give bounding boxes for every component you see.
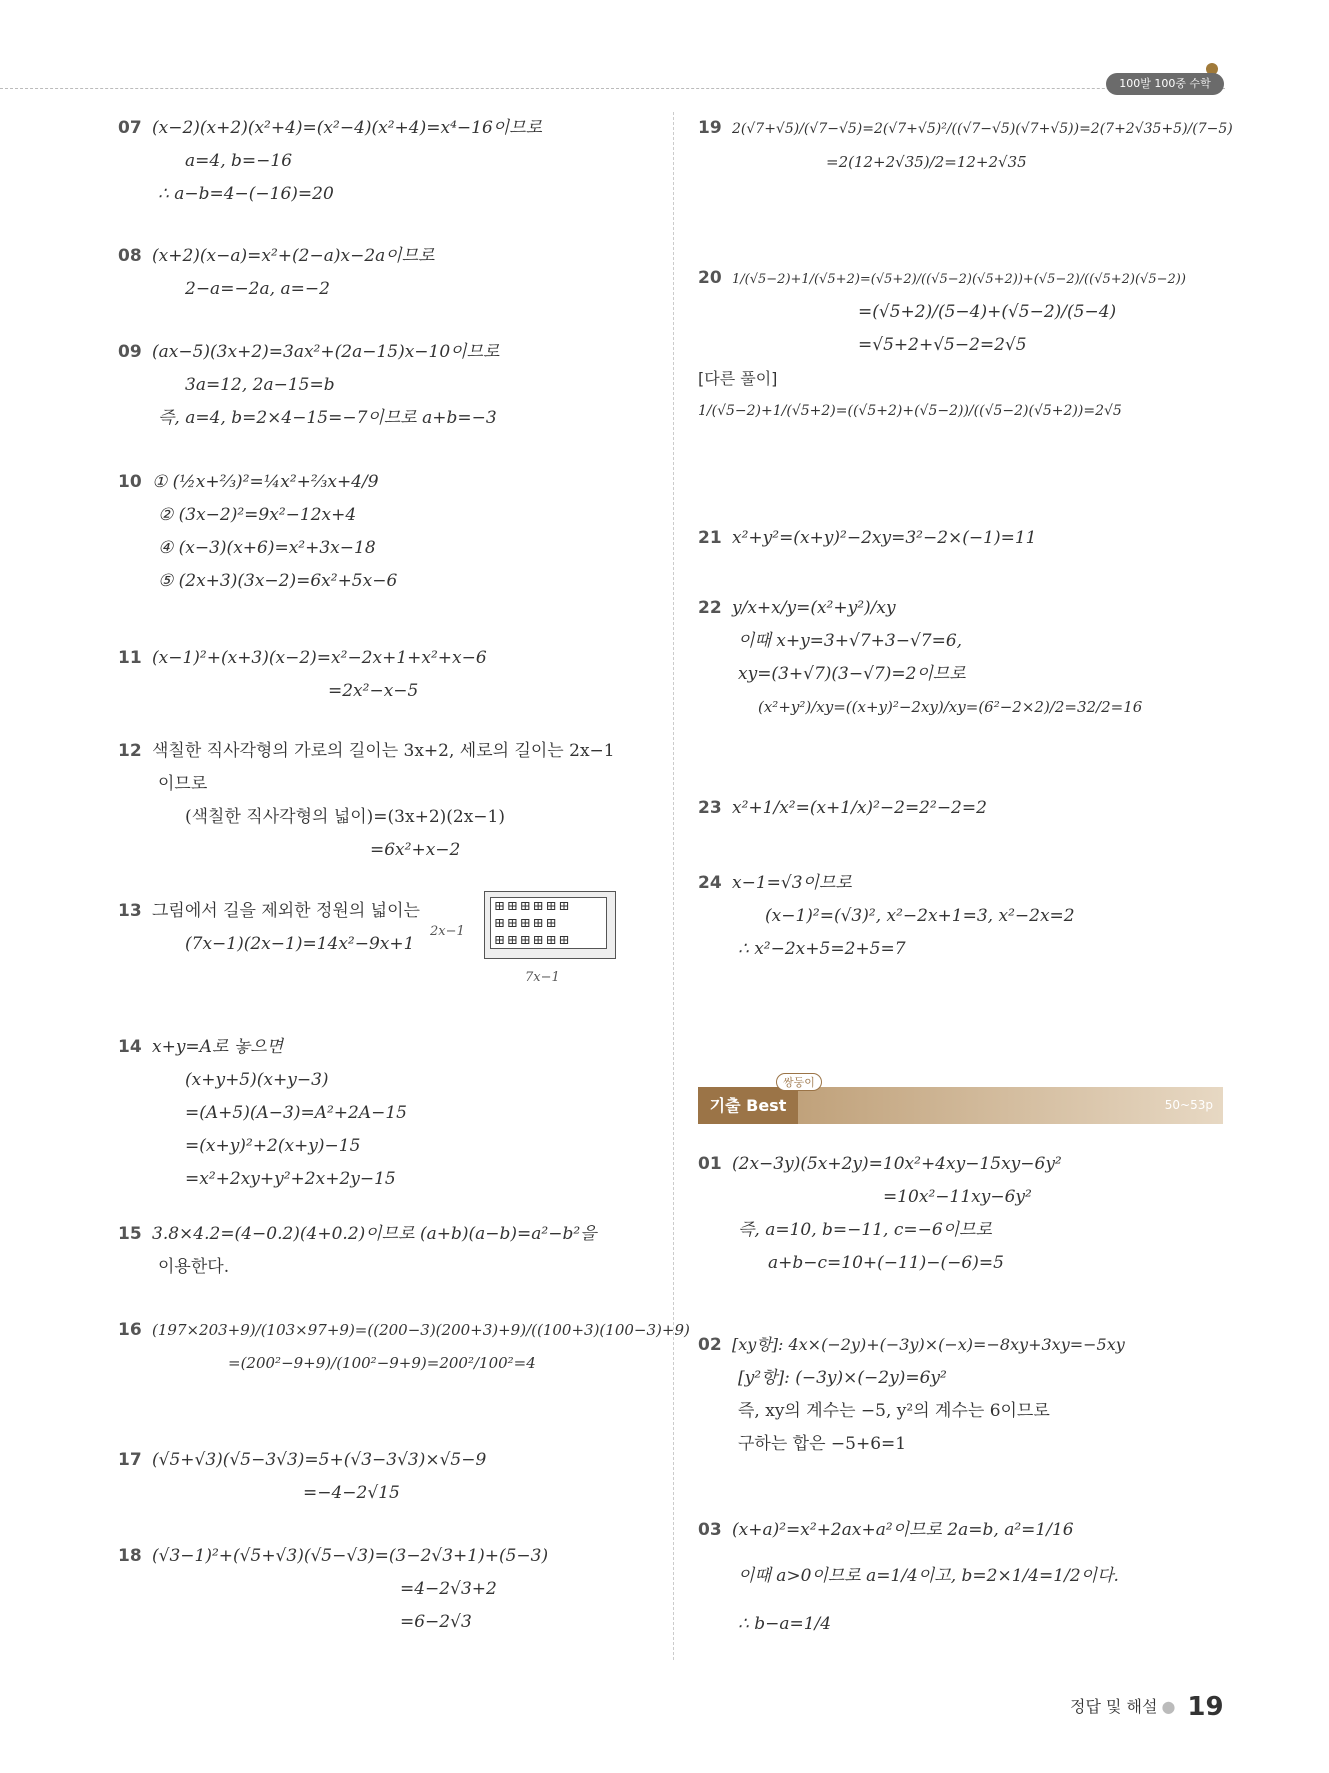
line: ∴ x²−2x+5=2+5=7 bbox=[738, 939, 906, 959]
garden-width-label: 7x−1 bbox=[525, 970, 560, 985]
garden-flowerbed: ⊞⊞⊞⊞⊞⊞ ⊞⊞⊞⊞⊞ ⊞⊞⊞⊞⊞⊞ bbox=[490, 897, 607, 949]
problem-11: 11 (x−1)²+(x+3)(x−2)=x²−2x+1+x²+x−6 =2x²−x−5 bbox=[118, 642, 658, 735]
problem-07: 07 (x−2)(x+2)(x²+4)=(x²−4)(x²+4)=x⁴−16이므로 a=4, b=−16 ∴ a−b=4−(−16)=20 bbox=[118, 112, 658, 240]
problem-10: 10 ① (½x+⅔)²=¼x²+⅔x+4/9 ② (3x−2)²=9x²−12x+4 ④ (x−3)(x+6)=x²+3x−18 ⑤ (2x+3)(3x−2)=6x²+5x−6 bbox=[118, 466, 658, 642]
problem-08: 08 (x+2)(x−a)=x²+(2−a)x−2a이므로 2−a=−2a, a=−2 bbox=[118, 240, 658, 336]
section-pages: 50~53p bbox=[1164, 1098, 1213, 1112]
section-banner bbox=[698, 1076, 1223, 1124]
problem-16: 16 (197×203+9)/(103×97+9)=((200−3)(200+3)+9)/((100+3)(100−3)+9) =(200²−9+9)/(100²−9+9)=200²/100²=4 bbox=[118, 1314, 658, 1444]
line: 1/(√5−2)+1/(√5+2)=(√5+2)/((√5−2)(√5+2))+(√5−2)/((√5+2)(√5−2)) bbox=[732, 272, 1186, 287]
right-column-lower bbox=[698, 1148, 1238, 1668]
problem-23: 23 x²+1/x²=(x+1/x)²−2=2²−2=2 bbox=[698, 798, 987, 818]
header-rule bbox=[0, 88, 1225, 89]
line: =6x²+x−2 bbox=[370, 840, 461, 860]
line: 그림에서 길을 제외한 정원의 넓이는 bbox=[152, 901, 420, 921]
page-footer bbox=[1070, 1692, 1224, 1722]
problem-17: 17 (√5+√3)(√5−3√3)=5+(√3−3√3)×√5−9 =−4−2√15 bbox=[118, 1444, 658, 1540]
line: 이므로 bbox=[158, 774, 208, 794]
garden-diagram bbox=[430, 889, 630, 985]
problem-14: 14 x+y=A로 놓으면 (x+y+5)(x+y−3) =(A+5)(A−3)=A²+2A−15 =(x+y)²+2(x+y)−15 =x²+2xy+y²+2x+2y−15 bbox=[118, 1031, 658, 1218]
line: x²+1/x²=(x+1/x)²−2=2²−2=2 bbox=[732, 798, 987, 818]
line: =(A+5)(A−3)=A²+2A−15 bbox=[185, 1103, 407, 1123]
line: (x+2)(x−a)=x²+(2−a)x−2a이므로 bbox=[152, 246, 435, 266]
line: 이때 x+y=3+√7+3−√7=6, bbox=[738, 631, 963, 651]
line: (7x−1)(2x−1)=14x²−9x+1 bbox=[185, 934, 415, 954]
line: [xy항]: 4x×(−2y)+(−3y)×(−x)=−8xy+3xy=−5xy bbox=[732, 1335, 1125, 1354]
line: ① (½x+⅔)²=¼x²+⅔x+4/9 bbox=[152, 472, 379, 492]
line: =−4−2√15 bbox=[303, 1483, 400, 1503]
line: (x+a)²=x²+2ax+a²이므로 2a=b, a²=1/16 bbox=[732, 1520, 1074, 1540]
line: 구하는 합은 −5+6=1 bbox=[738, 1434, 907, 1454]
left-column bbox=[118, 112, 690, 1650]
line: =6−2√3 bbox=[400, 1612, 472, 1632]
footer-separator-icon: ● bbox=[1161, 1697, 1176, 1716]
line: 이용한다. bbox=[158, 1257, 230, 1277]
line: ∴ a−b=4−(−16)=20 bbox=[158, 184, 334, 204]
line: (√3−1)²+(√5+√3)(√5−√3)=(3−2√3+1)+(5−3) bbox=[152, 1546, 549, 1566]
line: (2x−3y)(5x+2y)=10x²+4xy−15xy−6y² bbox=[732, 1154, 1062, 1174]
line: x+y=A로 놓으면 bbox=[152, 1037, 284, 1057]
line: =√5+2+√5−2=2√5 bbox=[858, 335, 1027, 355]
line: 3.8×4.2=(4−0.2)(4+0.2)이므로 (a+b)(a−b)=a²−b²을 bbox=[152, 1224, 597, 1244]
line: (색칠한 직사각형의 넓이)=(3x+2)(2x−1) bbox=[185, 807, 505, 827]
line: x−1=√3이므로 bbox=[732, 873, 852, 893]
line: 즉, a=4, b=2×4−15=−7이므로 a+b=−3 bbox=[158, 408, 497, 428]
best-problem-02: 02 [xy항]: 4x×(−2y)+(−3y)×(−x)=−8xy+3xy=−5xy [y²항]: (−3y)×(−2y)=6y² 즉, xy의 계수는 −5, y²의 계수는 6이므로 구하는 합은 −5+6=1 bbox=[698, 1328, 1238, 1508]
line: (x−1)²=(√3)², x²−2x+1=3, x²−2x=2 bbox=[765, 906, 1075, 926]
line: 2−a=−2a, a=−2 bbox=[185, 279, 330, 299]
problem-24: 24 x−1=√3이므로 (x−1)²=(√3)², x²−2x+1=3, x²−2x=2 ∴ x²−2x+5=2+5=7 bbox=[698, 867, 1228, 977]
line: ② (3x−2)²=9x²−12x+4 bbox=[158, 505, 357, 525]
line: xy=(3+√7)(3−√7)=2이므로 bbox=[738, 664, 966, 684]
garden-height-label: 2x−1 bbox=[430, 924, 465, 939]
line: ∴ b−a=1/4 bbox=[738, 1614, 832, 1634]
line: (x²+y²)/xy=((x+y)²−2xy)/xy=(6²−2×2)/2=32/2=16 bbox=[758, 698, 1143, 716]
page-number: 19 bbox=[1187, 1692, 1224, 1722]
line: =(√5+2)/(5−4)+(√5−2)/(5−4) bbox=[858, 302, 1117, 322]
line: ⑤ (2x+3)(3x−2)=6x²+5x−6 bbox=[158, 571, 398, 591]
line: a=4, b=−16 bbox=[185, 151, 293, 171]
line: y/x+x/y=(x²+y²)/xy bbox=[732, 598, 896, 618]
problem-15: 15 3.8×4.2=(4−0.2)(4+0.2)이므로 (a+b)(a−b)=a²−b²을 이용한다. bbox=[118, 1218, 658, 1314]
line: (ax−5)(3x+2)=3ax²+(2a−15)x−10이므로 bbox=[152, 342, 500, 362]
line: [y²항]: (−3y)×(−2y)=6y² bbox=[738, 1368, 947, 1388]
column-divider bbox=[673, 112, 674, 1660]
line: =2x²−x−5 bbox=[328, 681, 419, 701]
line: =10x²−11xy−6y² bbox=[883, 1187, 1032, 1207]
line: =4−2√3+2 bbox=[400, 1579, 497, 1599]
line: (x+y+5)(x+y−3) bbox=[185, 1070, 329, 1090]
line: 1/(√5−2)+1/(√5+2)=((√5+2)+(√5−2))/((√5−2)(√5+2))=2√5 bbox=[698, 403, 1122, 419]
line: 이때 a>0이므로 a=1/4이고, b=2×1/4=1/2이다. bbox=[738, 1566, 1119, 1586]
alt-solution-heading: [다른 풀이] bbox=[698, 369, 778, 388]
footer-label: 정답 및 해설 bbox=[1070, 1697, 1158, 1716]
line: x²+y²=(x+y)²−2xy=3²−2×(−1)=11 bbox=[732, 528, 1037, 548]
line: 즉, xy의 계수는 −5, y²의 계수는 6이므로 bbox=[738, 1401, 1050, 1421]
line: 3a=12, 2a−15=b bbox=[185, 375, 335, 395]
problem-20: 20 1/(√5−2)+1/(√5+2)=(√5+2)/((√5−2)(√5+2))+(√5−2)/((√5+2)(√5−2)) =(√5+2)/(5−4)+(√5−2)/(5−4) =√5+2+√5−2=2√5 [다른 풀이] 1/(√5−2)+1/(√5+2)=((√5+2)+(√5−2))/((√5−2)(√5+2))=2√5 bbox=[698, 262, 1228, 522]
problem-18: 18 (√3−1)²+(√5+√3)(√5−√3)=(3−2√3+1)+(5−3) =4−2√3+2 =6−2√3 bbox=[118, 1540, 658, 1650]
line: (√5+√3)(√5−3√3)=5+(√3−3√3)×√5−9 bbox=[152, 1450, 487, 1470]
problem-13: 13 그림에서 길을 제외한 정원의 넓이는 (7x−1)(2x−1)=14x²−9x+1 ⊞⊞⊞⊞⊞⊞ ⊞⊞⊞⊞⊞ ⊞⊞⊞⊞⊞⊞ 2x−1 7x−1 bbox=[118, 895, 658, 1031]
line: 즉, a=10, b=−11, c=−6이므로 bbox=[738, 1220, 992, 1240]
problem-12: 12 색칠한 직사각형의 가로의 길이는 3x+2, 세로의 길이는 2x−1 이므로 (색칠한 직사각형의 넓이)=(3x+2)(2x−1) =6x²+x−2 bbox=[118, 735, 658, 895]
line: (x−1)²+(x+3)(x−2)=x²−2x+1+x²+x−6 bbox=[152, 648, 487, 668]
section-tag: 기출 Best bbox=[698, 1087, 798, 1124]
best-problem-01: 01 (2x−3y)(5x+2y)=10x²+4xy−15xy−6y² =10x²−11xy−6y² 즉, a=10, b=−11, c=−6이므로 a+b−c=10+(−11)−(−6)=5 bbox=[698, 1148, 1238, 1328]
section-subtag: 쌍둥이 bbox=[776, 1073, 822, 1091]
problem-22: 22 y/x+x/y=(x²+y²)/xy 이때 x+y=3+√7+3−√7=6, xy=(3+√7)(3−√7)=2이므로 (x²+y²)/xy=((x+y)²−2xy)/xy=(6²−2×2)/2=32/2=16 bbox=[698, 592, 1228, 792]
line: =2(12+2√35)/2=12+2√35 bbox=[826, 153, 1027, 171]
line: 2(√7+√5)/(√7−√5)=2(√7+√5)²/((√7−√5)(√7+√5))=2(7+2√35+5)/(7−5) bbox=[732, 121, 1233, 137]
line: 색칠한 직사각형의 가로의 길이는 3x+2, 세로의 길이는 2x−1 bbox=[152, 741, 615, 761]
line: =(x+y)²+2(x+y)−15 bbox=[185, 1136, 361, 1156]
problem-19: 19 2(√7+√5)/(√7−√5)=2(√7+√5)²/((√7−√5)(√7+√5))=2(7+2√35+5)/(7−5) =2(12+2√35)/2=12+2√35 bbox=[698, 112, 1228, 262]
line: ④ (x−3)(x+6)=x²+3x−18 bbox=[158, 538, 376, 558]
line: a+b−c=10+(−11)−(−6)=5 bbox=[768, 1253, 1004, 1273]
right-column bbox=[698, 112, 1233, 977]
problem-21: 21 x²+y²=(x+y)²−2xy=3²−2×(−1)=11 bbox=[698, 528, 1037, 548]
book-title-badge: 100발 100중 수학 bbox=[1106, 73, 1224, 95]
best-problem-03: 03 (x+a)²=x²+2ax+a²이므로 2a=b, a²=1/16 이때 a>0이므로 a=1/4이고, b=2×1/4=1/2이다. ∴ b−a=1/4 bbox=[698, 1508, 1238, 1668]
line: =(200²−9+9)/(100²−9+9)=200²/100²=4 bbox=[228, 1354, 536, 1372]
line: (x−2)(x+2)(x²+4)=(x²−4)(x²+4)=x⁴−16이므로 bbox=[152, 118, 543, 138]
problem-09: 09 (ax−5)(3x+2)=3ax²+(2a−15)x−10이므로 3a=12, 2a−15=b 즉, a=4, b=2×4−15=−7이므로 a+b=−3 bbox=[118, 336, 658, 466]
line: =x²+2xy+y²+2x+2y−15 bbox=[185, 1169, 396, 1189]
line: (197×203+9)/(103×97+9)=((200−3)(200+3)+9)/((100+3)(100−3)+9) bbox=[152, 1321, 690, 1339]
